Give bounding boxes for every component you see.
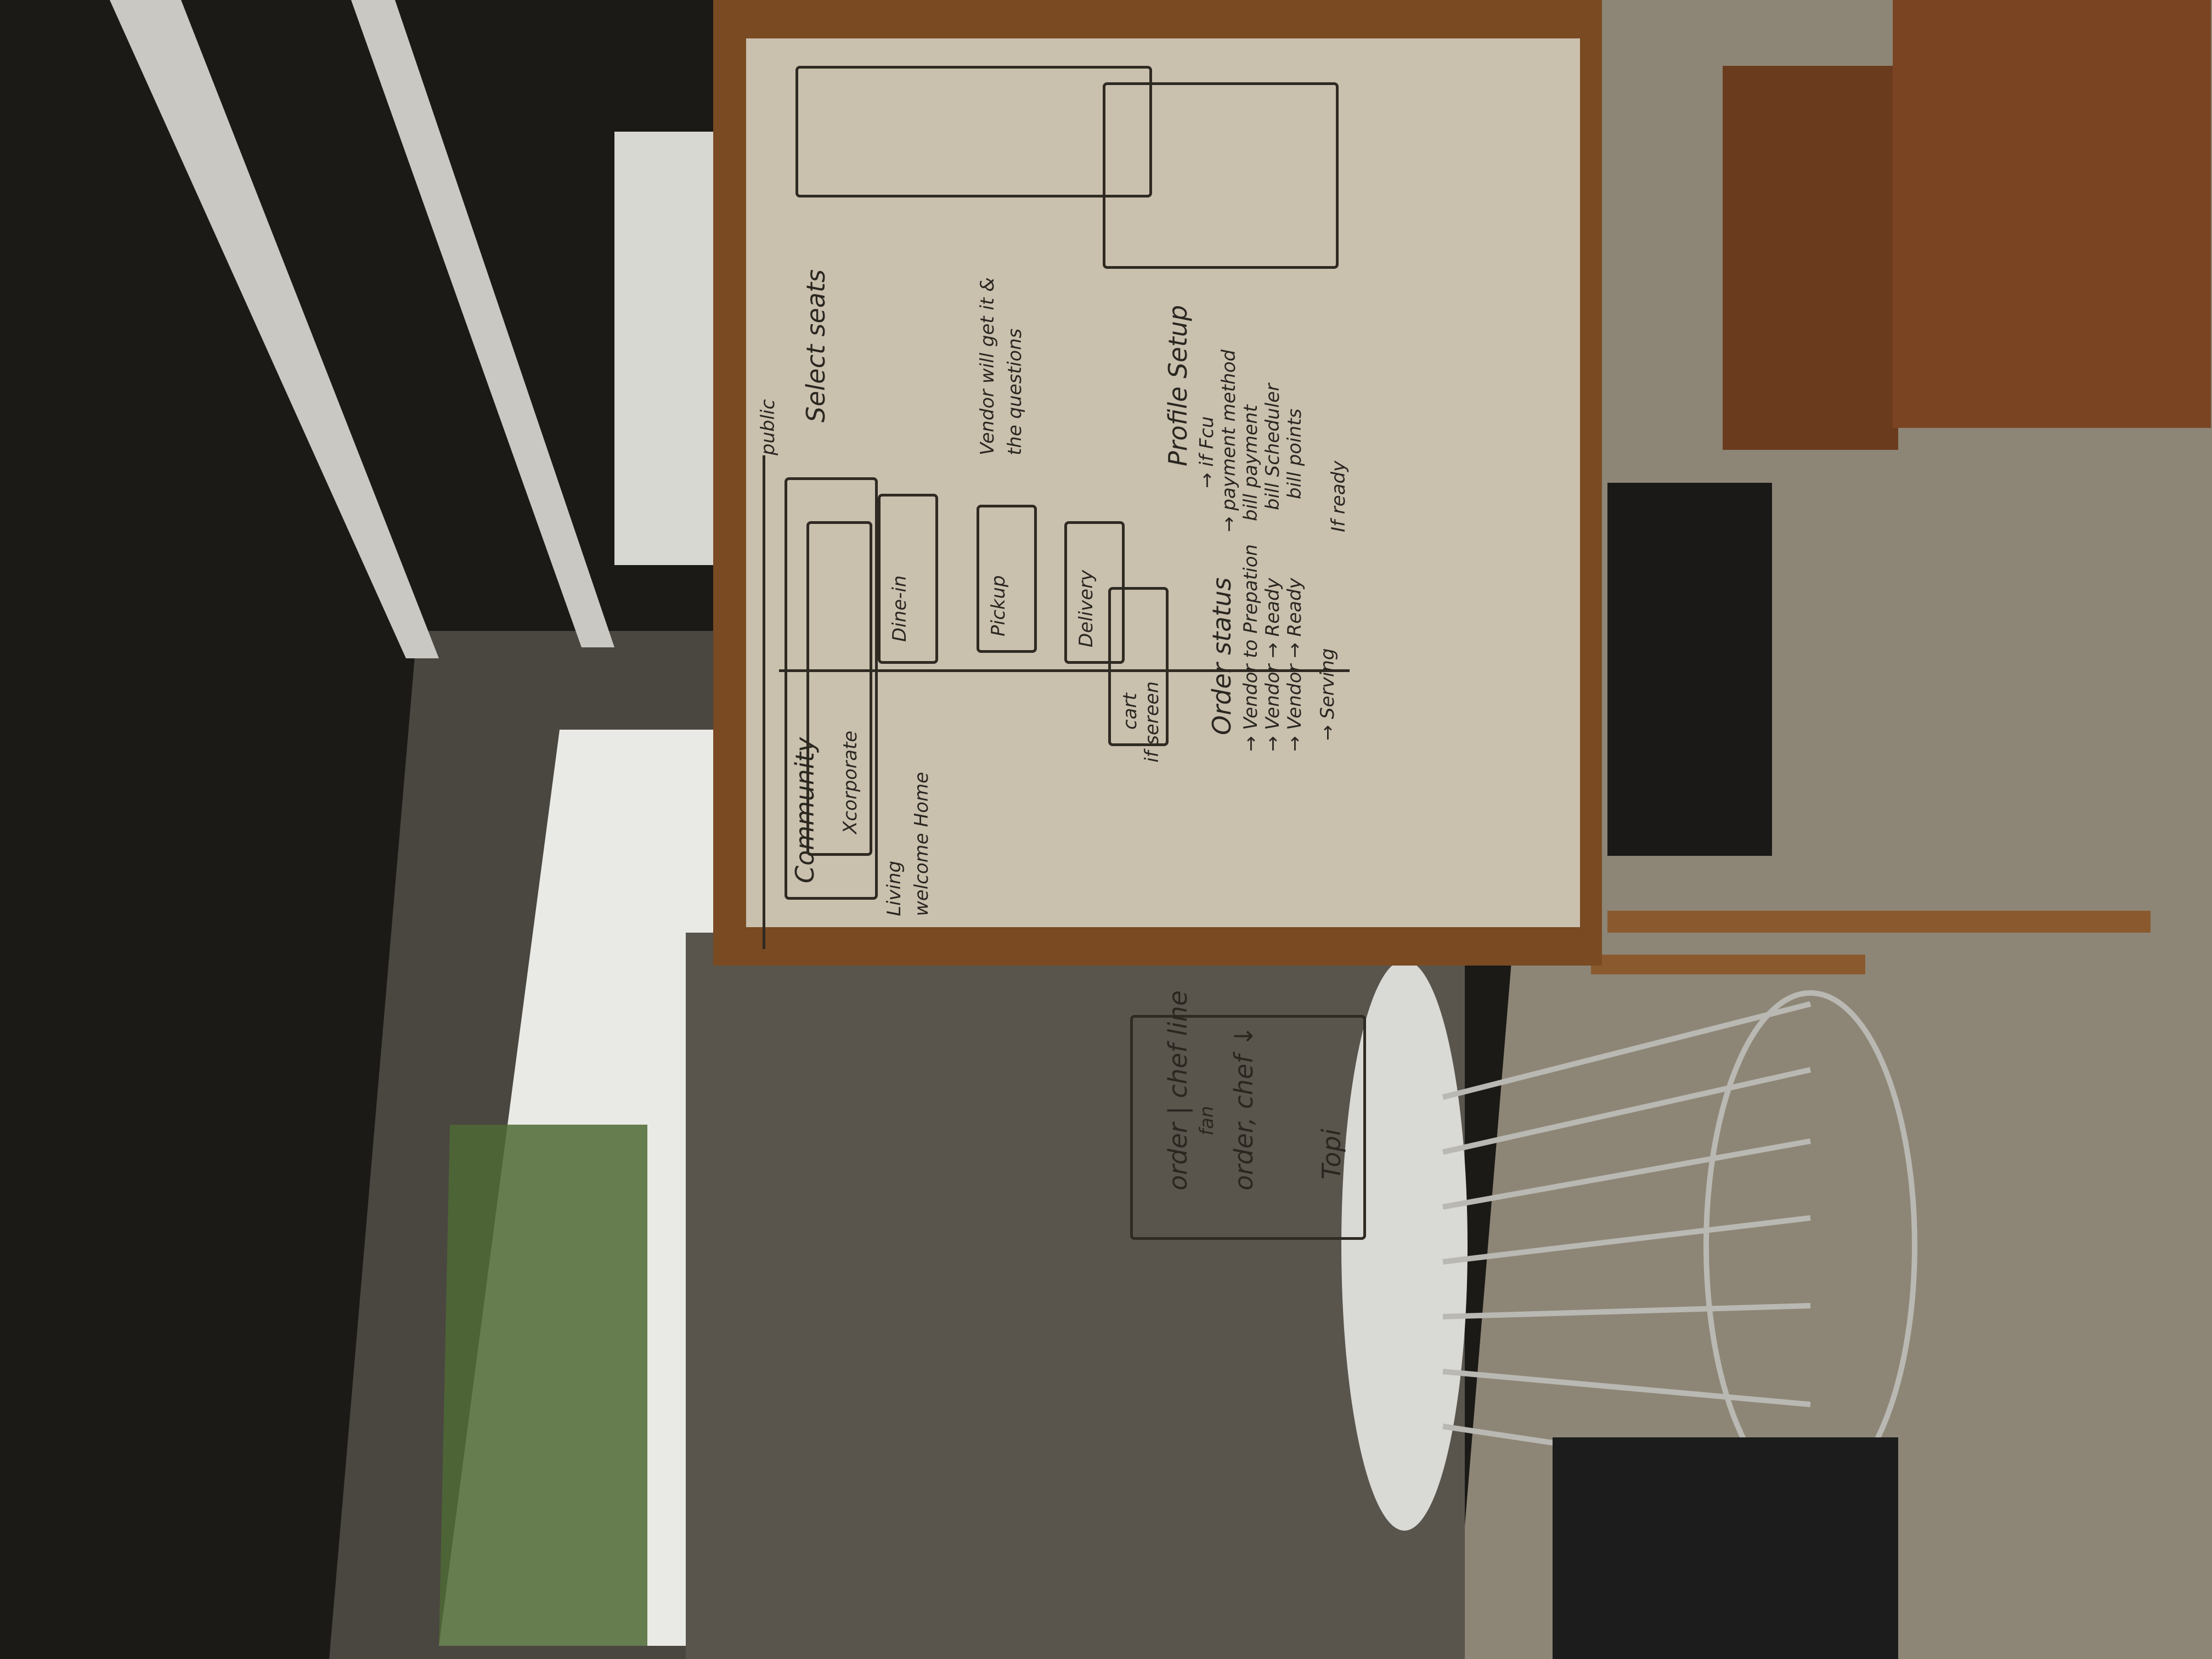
text-profile-setup: Profile Setup <box>1163 304 1193 466</box>
text-if-sereen: if sereen <box>1141 681 1163 763</box>
text-public: public <box>757 399 779 455</box>
text-community: Community <box>790 737 820 883</box>
text-if-ready: If ready <box>1328 460 1350 532</box>
easel-leg-2 <box>1591 955 1865 974</box>
text-serving: → Serving <box>1317 648 1339 741</box>
text-cart: cart <box>1119 693 1141 730</box>
text-order-chef-1: order | chef line <box>1163 990 1193 1190</box>
text-vendor-note-2: the questions <box>1004 328 1026 455</box>
chair-back <box>1723 66 1898 450</box>
text-pickup: Pickup <box>988 575 1009 636</box>
window-foliage <box>439 1125 647 1646</box>
text-select-seats: Select seats <box>801 269 831 422</box>
text-payment: → payment method <box>1218 349 1240 532</box>
text-payment-3: bill Scheduler <box>1262 383 1284 510</box>
text-order-chef-2: fan <box>1196 1105 1218 1136</box>
dark-cushion <box>1607 483 1772 856</box>
easel-leg-1 <box>1607 911 2151 933</box>
sketch-box-profile <box>1103 82 1339 269</box>
text-order-status: Order status <box>1207 577 1237 735</box>
black-chair <box>1553 1437 1898 1659</box>
text-status-2: → Vendor → Ready <box>1262 578 1284 752</box>
text-vendor-note-1: Vendor will get it & <box>977 277 998 455</box>
text-dine-in: Dine-in <box>889 575 911 642</box>
text-xcorp: Xcorporate <box>839 730 861 834</box>
sketch-left-rule <box>763 455 765 949</box>
text-delivery: Delivery <box>1075 569 1097 647</box>
chair-seat <box>1893 0 2211 428</box>
text-living: Living <box>883 860 905 916</box>
text-payment-2: bill payment <box>1240 404 1262 521</box>
text-if-food: → if Fcu <box>1196 416 1218 488</box>
text-payment-4: bill points <box>1284 408 1306 499</box>
whiteboard <box>746 38 1580 1190</box>
text-topi: Topi <box>1317 1128 1346 1180</box>
text-order-chef-3: order, chef ↓ <box>1229 1025 1259 1190</box>
text-status-3: → Vendor → Ready <box>1284 578 1306 752</box>
text-status-1: → Vendor to Prepation <box>1240 544 1262 752</box>
text-welcome: welcome Home <box>911 772 933 916</box>
sketch-box-seat-grid <box>795 66 1152 198</box>
